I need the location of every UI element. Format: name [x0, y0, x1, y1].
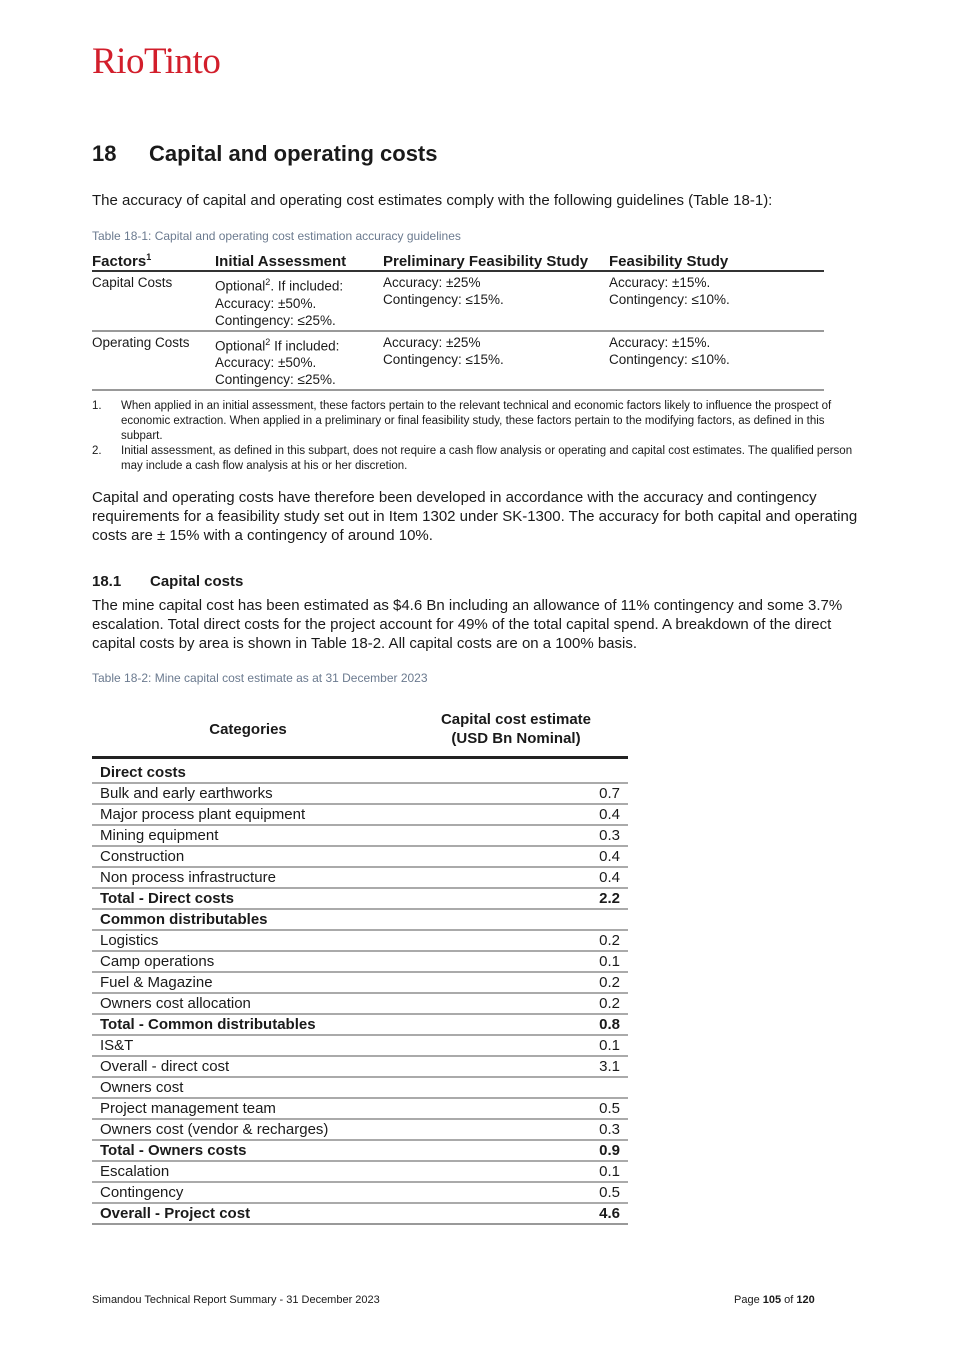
value-cell: 0.4 [404, 804, 628, 825]
value-cell: 0.5 [404, 1098, 628, 1119]
table-row [92, 331, 824, 391]
value-cell: 0.1 [404, 1035, 628, 1056]
value-cell: 0.5 [404, 1182, 628, 1203]
value-cell [404, 763, 628, 783]
value-cell: 4.6 [404, 1203, 628, 1224]
accuracy-guidelines-table [92, 252, 824, 391]
heading-number: 18 [92, 141, 117, 166]
footer-report-title: Simandou Technical Report Summary - 31 December 2023 [92, 1294, 380, 1306]
table2-caption: Table 18-2: Mine capital cost estimate as at 31 December 2023 [92, 671, 428, 685]
initial-cell: Optional$^2$. If included: Accuracy: ±50%. Contingency: ≤25%. [215, 271, 383, 331]
table-row [92, 1161, 628, 1182]
capital-cost-table [92, 702, 628, 1225]
table-row [92, 1203, 628, 1224]
table-row [92, 783, 628, 804]
table-row [92, 1035, 628, 1056]
factor-cell: Capital Costs [92, 271, 215, 331]
value-cell [404, 909, 628, 930]
col-capital-cost: Capital cost estimate (USD Bn Nominal) [404, 702, 628, 758]
heading-title: Capital and operating costs [149, 141, 438, 166]
value-cell: 0.4 [404, 867, 628, 888]
table-row [92, 1098, 628, 1119]
value-cell: 0.3 [404, 825, 628, 846]
category-cell: Overall - Project cost [92, 1203, 404, 1224]
footer-page-number: Page 105 of 120 [734, 1294, 815, 1306]
footnote: 2. Initial assessment, as defined in this subpart, does not require a cash flow analysis or operating and capital cost estimates. The qualified person may include a cash flow analysis at his or her discretion. [92, 445, 853, 472]
table-row [92, 1056, 628, 1077]
table-row [92, 888, 628, 909]
category-cell: Non process infrastructure [92, 867, 404, 888]
footnote: 1. When applied in an initial assessment, these factors pertain to the relevant technical and economic factors likely to influence the prospect of economic extraction. When applied in a preliminary or final feasibility study, these factors pertain to the modifying factors, as defined in this subpart. [92, 400, 832, 442]
category-cell: Contingency [92, 1182, 404, 1203]
value-cell: 0.1 [404, 1161, 628, 1182]
col-categories: Categories [92, 702, 404, 758]
category-cell: Total - Common distributables [92, 1014, 404, 1035]
table-row [92, 825, 628, 846]
table-row [92, 993, 628, 1014]
factor-cell: Operating Costs [92, 331, 215, 391]
category-cell: Logistics [92, 930, 404, 951]
value-cell: 3.1 [404, 1056, 628, 1077]
table-row [92, 951, 628, 972]
category-cell: Owners cost (vendor & recharges) [92, 1119, 404, 1140]
category-cell: Direct costs [92, 763, 404, 783]
footnotes [92, 399, 862, 474]
col-initial-assessment: Initial Assessment [215, 252, 383, 271]
pfs-cell: Accuracy: ±25% Contingency: ≤15%. [383, 331, 609, 391]
table-row [92, 1119, 628, 1140]
subsection-heading [92, 573, 243, 590]
value-cell: 0.7 [404, 783, 628, 804]
initial-cell: Optional$^2$ If included: Accuracy: ±50%. Contingency: ≤25%. [215, 331, 383, 391]
table-row [92, 930, 628, 951]
table-row [92, 972, 628, 993]
fs-cell: Accuracy: ±15%. Contingency: ≤10%. [609, 271, 824, 331]
value-cell: 0.2 [404, 930, 628, 951]
table-row [92, 804, 628, 825]
value-cell: 0.9 [404, 1140, 628, 1161]
table-row [92, 1140, 628, 1161]
table-row [92, 271, 824, 331]
category-cell: IS&T [92, 1035, 404, 1056]
value-cell: 0.2 [404, 972, 628, 993]
value-cell: 0.4 [404, 846, 628, 867]
section-heading [92, 141, 438, 167]
value-cell: 0.8 [404, 1014, 628, 1035]
fs-cell: Accuracy: ±15%. Contingency: ≤10%. [609, 331, 824, 391]
category-cell: Bulk and early earthworks [92, 783, 404, 804]
category-cell: Owners cost [92, 1077, 404, 1098]
category-cell: Fuel & Magazine [92, 972, 404, 993]
intro-paragraph: The accuracy of capital and operating cost estimates comply with the following guidelines (Table 18-1): [92, 192, 773, 209]
value-cell: 0.3 [404, 1119, 628, 1140]
table-row [92, 909, 628, 930]
table-row [92, 846, 628, 867]
col-pfs: Preliminary Feasibility Study [383, 252, 609, 271]
value-cell: 0.1 [404, 951, 628, 972]
pfs-cell: Accuracy: ±25% Contingency: ≤15%. [383, 271, 609, 331]
value-cell: 0.2 [404, 993, 628, 1014]
table-row [92, 867, 628, 888]
category-cell: Project management team [92, 1098, 404, 1119]
value-cell: 2.2 [404, 888, 628, 909]
category-cell: Escalation [92, 1161, 404, 1182]
category-cell: Mining equipment [92, 825, 404, 846]
table-row [92, 763, 628, 783]
col-factors: Factors$^1$ [92, 252, 215, 271]
category-cell: Common distributables [92, 909, 404, 930]
subsection-title: Capital costs [150, 573, 244, 590]
table-row [92, 1182, 628, 1203]
category-cell: Owners cost allocation [92, 993, 404, 1014]
category-cell: Overall - direct cost [92, 1056, 404, 1077]
category-cell: Major process plant equipment [92, 804, 404, 825]
subsection-number: 18.1 [92, 573, 122, 590]
paragraph-capital: The mine capital cost has been estimated as $4.6 Bn including an allowance of 11% contingency and some 3.7% escalation. Total direct costs for the project account for 49% of the total capital spend. A breakdown of the direct capital costs by area is shown in Table 18-2. All capital costs are on a 100% basis. [92, 597, 843, 652]
value-cell [404, 1077, 628, 1098]
paragraph-accuracy: Capital and operating costs have therefore been developed in accordance with the accuracy and contingency requirements for a feasibility study set out in Item 1302 under SK-1300. The accuracy for both capital and operating costs are ± 15% with a contingency of around 10%. [92, 489, 858, 544]
table-row [92, 1014, 628, 1035]
col-fs: Feasibility Study [609, 252, 824, 271]
category-cell: Total - Direct costs [92, 888, 404, 909]
table-row [92, 1077, 628, 1098]
table1-caption: Table 18-1: Capital and operating cost estimation accuracy guidelines [92, 229, 461, 243]
category-cell: Construction [92, 846, 404, 867]
category-cell: Total - Owners costs [92, 1140, 404, 1161]
category-cell: Camp operations [92, 951, 404, 972]
rio-tinto-logo: RioTinto [92, 41, 221, 82]
